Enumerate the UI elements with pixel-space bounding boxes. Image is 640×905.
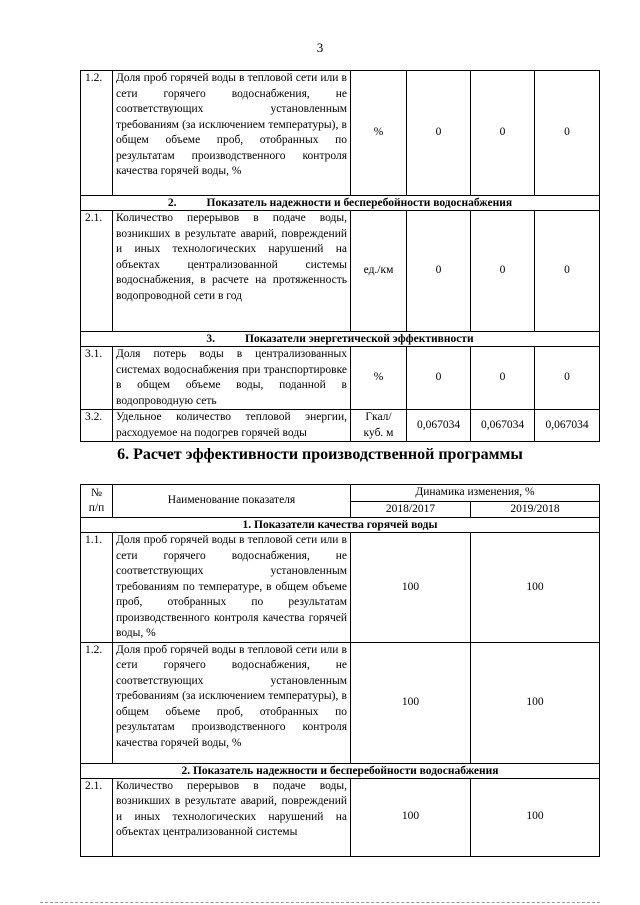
unit: [351, 410, 407, 442]
unit: %: [351, 347, 407, 410]
value: 0: [471, 71, 535, 196]
header-num-line: №: [91, 486, 102, 499]
unit: ед./км: [351, 211, 407, 332]
section-title: Показатель надежности и бесперебойности водоснабжения: [206, 197, 513, 209]
value: 0: [535, 347, 600, 410]
table-row: [81, 410, 600, 442]
indicator-name: Удельное количество тепловой энергии, расходуемое на подогрев горячей воды: [113, 410, 351, 442]
section-number: 3.: [206, 333, 216, 345]
table-row: [81, 211, 600, 332]
indicators-table-continued: [80, 70, 600, 442]
value: 0,067034: [407, 410, 471, 442]
indicator-name: Доля проб горячей воды в тепловой сети или в сети горячего водоснабжения, не соответствующих установленным требованиям по температуре, в общем объеме проб, отобранных по результатам производственного контроля качества горячей воды, %: [113, 533, 351, 643]
indicator-name: Количество перерывов в подаче воды, возникших в результате аварий, повреждений и иных технологических нарушений на объектах централизованной системы: [113, 778, 351, 856]
value: 0: [535, 71, 600, 196]
value: 0: [535, 211, 600, 332]
value: 0: [407, 211, 471, 332]
header-year: 2018/2017: [351, 501, 471, 518]
header-num-line: п/п: [88, 502, 105, 514]
table-row: [81, 347, 600, 410]
efficiency-table: [80, 484, 600, 857]
row-number: 3.1.: [81, 347, 113, 410]
indicator-name: Количество перерывов в подаче воды, возникших в результате аварий, повреждений и иных технологических нарушений на объектах централизованной системы водоснабжения, в расчете на протяженность водопроводной сети в год: [113, 211, 351, 332]
indicator-name: Доля проб горячей воды в тепловой сети или в сети горячего водоснабжения, не соответствующих установленным требованиям (за исключением температуры), в общем объеме проб, отобранных по результатам производственного контроля качества горячей воды, %: [113, 71, 351, 196]
table-header-row: [81, 485, 600, 502]
unit: %: [351, 71, 407, 196]
section-title: 2. Показатель надежности и бесперебойности водоснабжения: [81, 763, 600, 778]
unit-line: Гкал/: [365, 411, 392, 423]
header-year: 2019/2018: [471, 501, 600, 518]
row-number: 3.2.: [81, 410, 113, 442]
value: 100: [351, 778, 471, 856]
section-number: 2.: [167, 197, 177, 209]
section-heading: 6. Расчет эффективности производственной программы: [117, 446, 523, 463]
value: 0,067034: [471, 410, 535, 442]
indicator-name: Доля проб горячей воды в тепловой сети или в сети горячего водоснабжения, не соответствующих установленным требованиям (за исключением температуры), в общем объеме проб, отобранных по результатам производственного контроля качества горячей воды, %: [113, 642, 351, 763]
table-row: [81, 642, 600, 763]
value: 0: [407, 347, 471, 410]
value: 100: [351, 642, 471, 763]
table-row: [81, 778, 600, 856]
value: 0,067034: [535, 410, 600, 442]
header-number: [81, 485, 113, 518]
row-number: 2.1.: [81, 211, 113, 332]
indicator-name: Доля потерь воды в централизованных системах водоснабжения при транспортировке в общем объеме воды, поданной в водопроводную сеть: [113, 347, 351, 410]
value: 0: [471, 347, 535, 410]
header-dynamics: Динамика изменения, %: [351, 485, 600, 502]
section-row: [81, 196, 600, 211]
unit-line: куб. м: [363, 426, 394, 439]
value: 100: [351, 533, 471, 643]
row-number: 2.1.: [81, 778, 113, 856]
page-number: 3: [316, 40, 324, 55]
value: 100: [471, 642, 600, 763]
header-name: Наименование показателя: [113, 485, 351, 518]
section-title: 1. Показатели качества горячей воды: [81, 518, 600, 533]
section-row: [81, 332, 600, 347]
section-row: [81, 763, 600, 778]
value: 100: [471, 778, 600, 856]
section-row: [81, 518, 600, 533]
section-title: Показатели энергетической эффективности: [245, 333, 474, 345]
value: 100: [471, 533, 600, 643]
table-row: [81, 71, 600, 196]
value: 0: [471, 211, 535, 332]
page-bottom-edge: [40, 902, 600, 903]
row-number: 1.2.: [81, 642, 113, 763]
table-row: [81, 533, 600, 643]
row-number: 1.1.: [81, 533, 113, 643]
value: 0: [407, 71, 471, 196]
row-number: 1.2.: [81, 71, 113, 196]
